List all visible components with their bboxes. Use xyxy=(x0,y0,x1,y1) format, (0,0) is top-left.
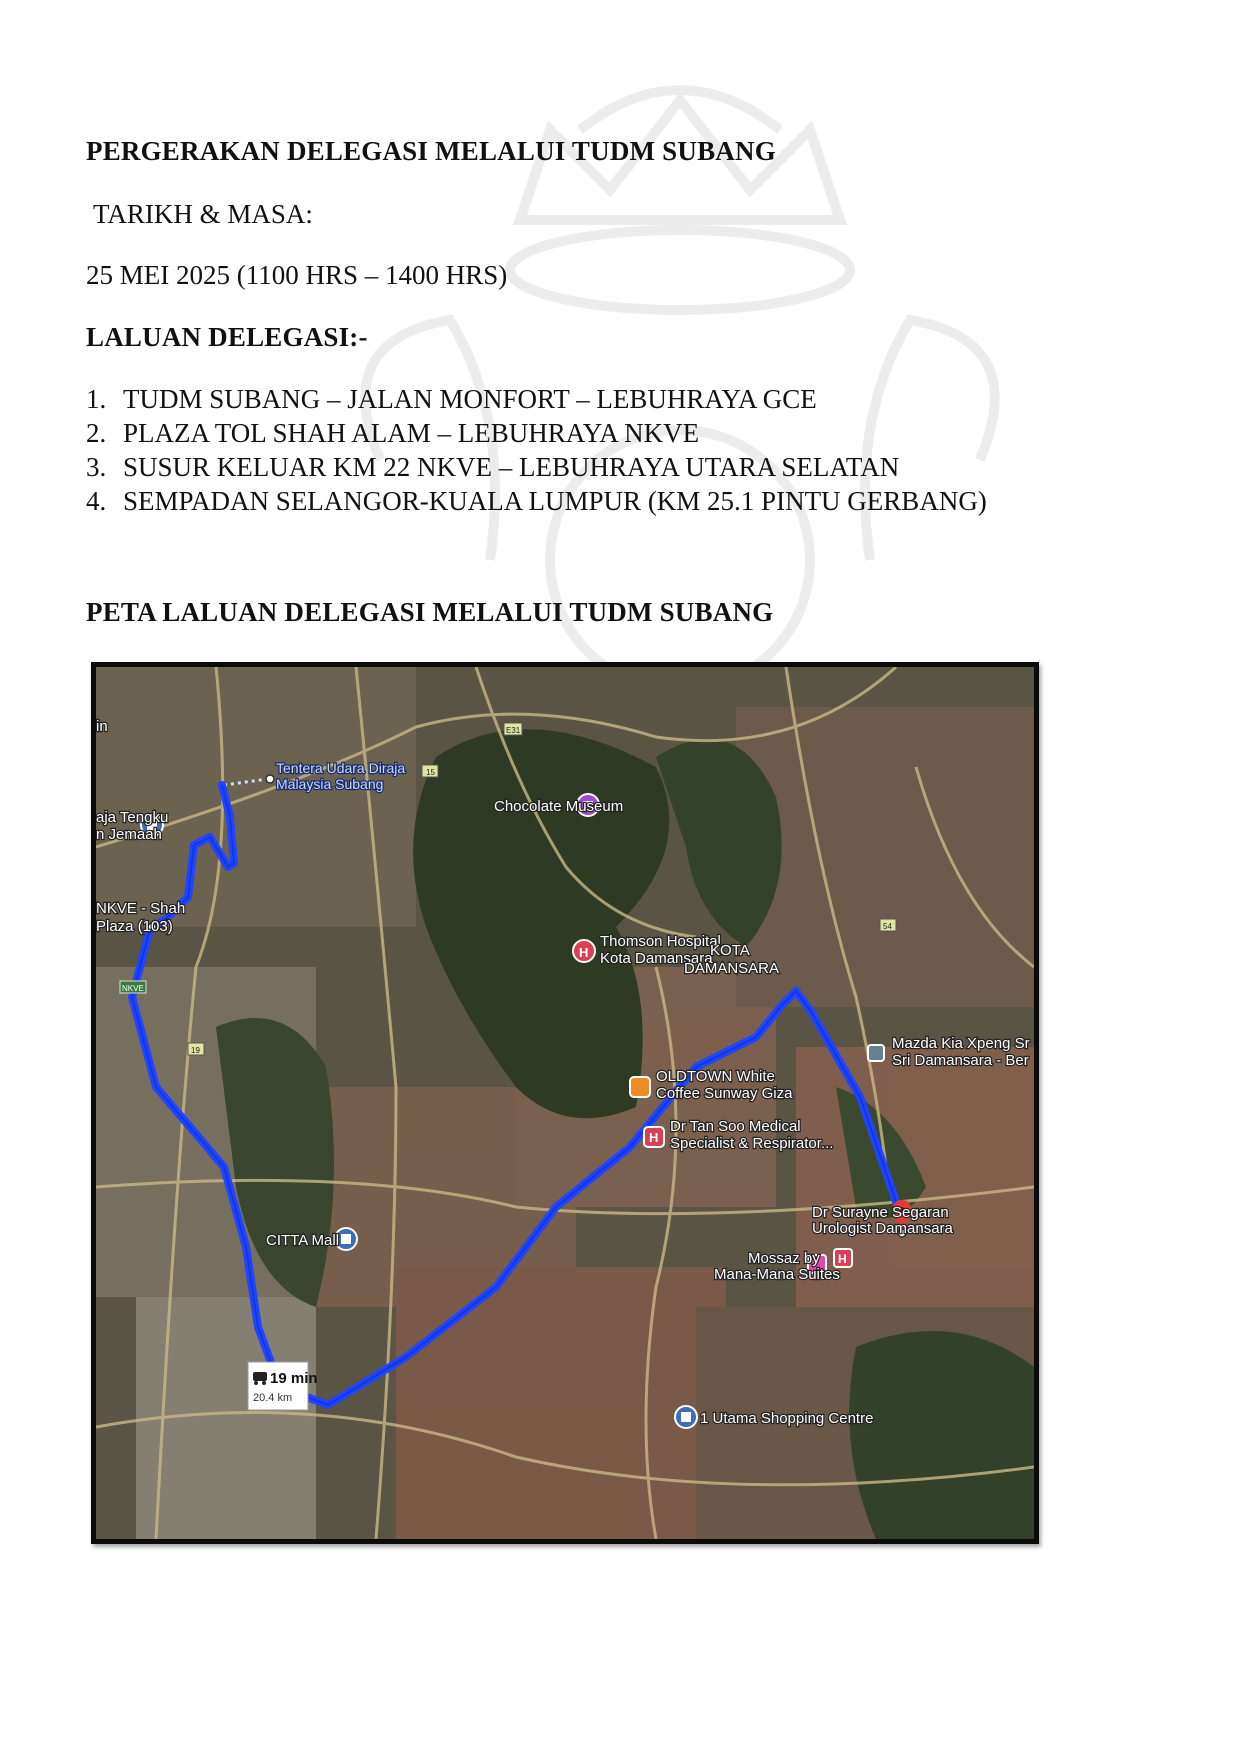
map-label-drtan-line2[interactable]: Specialist & Respirator... xyxy=(670,1135,834,1152)
route-map[interactable] xyxy=(91,662,1039,1544)
map-label-edge: in xyxy=(96,718,108,735)
map-label-toll-line2[interactable]: Plaza (103) xyxy=(96,918,173,935)
route-heading: LALUAN DELEGASI:- xyxy=(86,322,368,352)
clinic-icon[interactable] xyxy=(644,1127,664,1147)
map-label-kota-line2: DAMANSARA xyxy=(684,960,780,977)
route-duration-card[interactable] xyxy=(248,1362,318,1410)
svg-text:E31: E31 xyxy=(506,726,521,735)
hospital-icon[interactable] xyxy=(573,940,595,962)
map-label-subang-line2[interactable]: Malaysia Subang xyxy=(276,776,384,792)
list-item xyxy=(86,416,987,450)
list-item xyxy=(86,382,987,416)
map-label-masjid-line1[interactable]: aja Tengku xyxy=(96,809,169,826)
step-text: SEMPADAN SELANGOR-KUALA LUMPUR (KM 25.1 PINTU GERBANG) xyxy=(123,486,987,516)
map-label-chocolate[interactable]: Chocolate Museum xyxy=(494,798,624,815)
step-number: 2. xyxy=(86,418,107,448)
svg-text:H: H xyxy=(649,1130,659,1145)
map-label-thomson-line2[interactable]: Kota Damansara xyxy=(600,950,713,967)
map-label-masjid-line2[interactable]: n Jemaah xyxy=(96,826,162,843)
list-item xyxy=(86,450,987,484)
map-label-citta[interactable]: CITTA Mall xyxy=(266,1232,340,1249)
route-duration: 19 min xyxy=(270,1370,318,1387)
road-shield-15 xyxy=(422,765,438,777)
svg-text:H: H xyxy=(838,1252,847,1266)
map-label-drsurayne-line2[interactable]: Urologist Damansara xyxy=(812,1220,953,1237)
map-heading: PETA LALUAN DELEGASI MELALUI TUDM SUBANG xyxy=(86,597,774,627)
svg-text:19: 19 xyxy=(191,1046,200,1055)
road-shield-19 xyxy=(188,1043,204,1055)
step-number: 3. xyxy=(86,452,107,482)
step-number: 4. xyxy=(86,486,107,516)
svg-text:NKVE: NKVE xyxy=(122,984,144,993)
document-title: PERGERAKAN DELEGASI MELALUI TUDM SUBANG xyxy=(86,136,776,166)
map-label-oldtown-line1[interactable]: OLDTOWN White xyxy=(656,1068,775,1085)
map-label-mazda-line1[interactable]: Mazda Kia Xpeng Sr xyxy=(892,1035,1030,1052)
mall-icon[interactable] xyxy=(675,1406,697,1428)
step-number: 1. xyxy=(86,384,107,414)
map-label-drsurayne-line1[interactable]: Dr Surayne Segaran xyxy=(812,1204,949,1221)
map-label-drtan-line1[interactable]: Dr Tan Soo Medical xyxy=(670,1118,801,1135)
route-distance: 20.4 km xyxy=(253,1392,293,1404)
datetime-value: 25 MEI 2025 (1100 HRS – 1400 HRS) xyxy=(86,260,508,290)
step-text: TUDM SUBANG – JALAN MONFORT – LEBUHRAYA GCE xyxy=(123,384,817,414)
route-steps-list xyxy=(86,382,987,518)
step-text: PLAZA TOL SHAH ALAM – LEBUHRAYA NKVE xyxy=(123,418,700,448)
step-text: SUSUR KELUAR KM 22 NKVE – LEBUHRAYA UTARA SELATAN xyxy=(123,452,900,482)
map-label-thomson-line1[interactable]: Thomson Hospital xyxy=(600,933,721,950)
map-label-toll-line1[interactable]: NKVE - Shah xyxy=(96,900,186,917)
road-shield-nkve xyxy=(120,981,146,993)
start-marker[interactable] xyxy=(266,775,274,783)
map-label-mazda-line2[interactable]: Sri Damansara - Ber xyxy=(892,1052,1029,1069)
svg-text:H: H xyxy=(579,945,589,960)
map-label-oldtown-line2[interactable]: Coffee Sunway Giza xyxy=(656,1085,793,1102)
road-shield-54 xyxy=(880,919,896,931)
urology-clinic-icon[interactable] xyxy=(834,1249,852,1267)
map-label-utama[interactable]: 1 Utama Shopping Centre xyxy=(700,1410,874,1427)
car-dealer-icon[interactable] xyxy=(868,1045,884,1061)
svg-text:54: 54 xyxy=(883,922,892,931)
restaurant-icon[interactable] xyxy=(630,1077,650,1097)
svg-text:15: 15 xyxy=(426,768,435,777)
road-shield-e31 xyxy=(504,723,522,735)
map-label-mossaz-line1[interactable]: Mossaz by xyxy=(748,1250,820,1267)
map-label-kota-line1: KOTA xyxy=(710,942,750,959)
map-label-subang-line1[interactable]: Tentera Udara Diraja xyxy=(276,760,406,776)
map-label-mossaz-line2[interactable]: Mana-Mana Suites xyxy=(714,1266,840,1283)
list-item xyxy=(86,484,987,518)
datetime-label: TARIKH & MASA: xyxy=(93,199,313,229)
satellite-map[interactable] xyxy=(96,667,1034,1539)
